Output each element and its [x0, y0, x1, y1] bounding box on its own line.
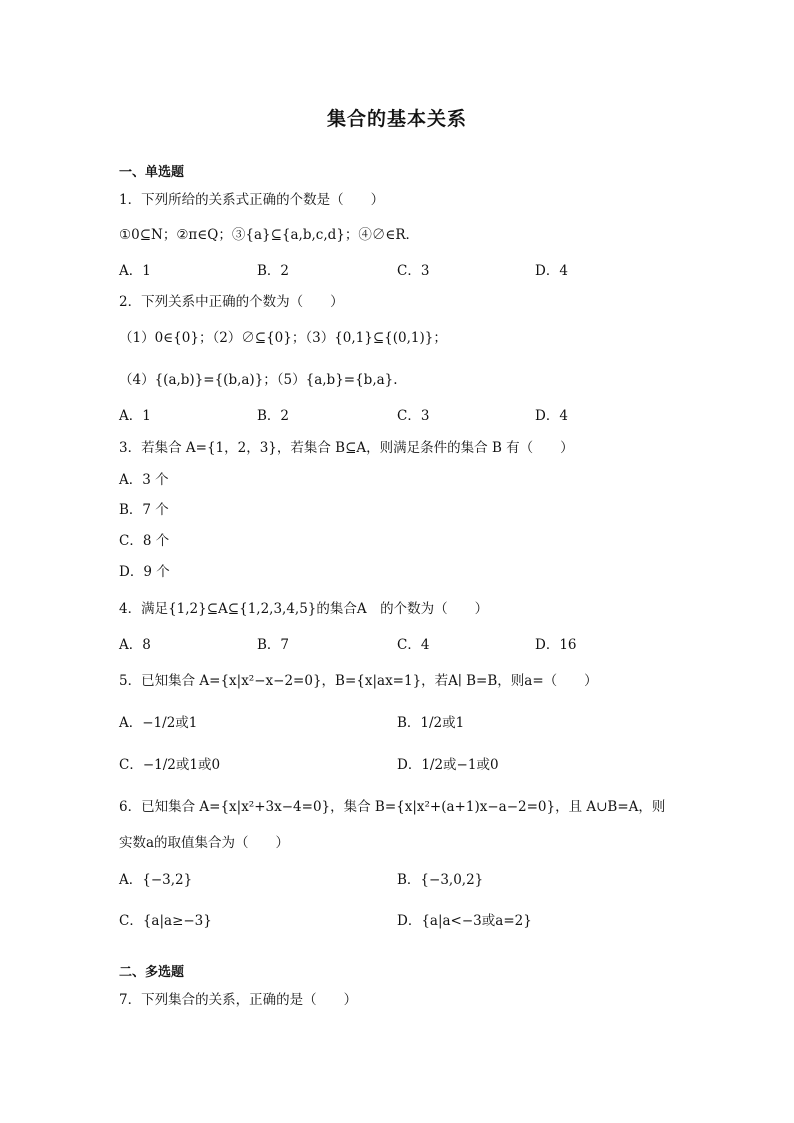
question-5-stem: 5．已知集合 A={x|x²−x−2=0}，B={x|ax=1}，若A∣ B=B，则a=（ ）: [119, 673, 598, 689]
question-3-option-c: C．8 个: [119, 533, 170, 549]
section-heading-single-choice: 一、单选题: [119, 165, 185, 180]
question-5-option-d: D．1/2或−1或0: [397, 757, 499, 773]
question-2-option-b: B．2: [257, 408, 290, 424]
question-5-option-c: C．−1/2或1或0: [119, 757, 221, 773]
question-2-option-a: A．1: [119, 408, 151, 424]
question-4-option-d: D．16: [535, 637, 577, 653]
question-1-stem: 1．下列所给的关系式正确的个数是（ ）: [119, 192, 385, 208]
question-1-option-d: D．4: [535, 263, 568, 279]
question-6-option-b: B．{−3,0,2}: [397, 872, 484, 888]
page-title: 集合的基本关系: [326, 108, 467, 130]
question-3-stem: 3．若集合 A={1，2，3}，若集合 B⊆A，则满足条件的集合 B 有（ ）: [119, 440, 574, 456]
question-6-option-d: D．{a|a<−3或a=2}: [397, 913, 532, 929]
question-1-option-b: B．2: [257, 263, 290, 279]
question-3-option-a: A．3 个: [119, 472, 169, 488]
question-6-stem: 6．已知集合 A={x|x²+3x−4=0}，集合 B={x|x²+(a+1)x−a−2=0}，且 A∪B=A，则: [119, 799, 666, 815]
question-5-option-b: B．1/2或1: [397, 715, 465, 731]
question-3-option-d: D．9 个: [119, 564, 170, 580]
question-1-items: ①0⊆N；②π∈Q；③{a}⊆{a,b,c,d}；④∅∈R．: [119, 227, 419, 243]
question-2-items-line-2: （4）{(a,b)}={(b,a)}；（5）{a,b}={b,a}.: [119, 372, 398, 388]
question-6-stem-continued: 实数a的取值集合为（ ）: [119, 835, 290, 851]
section-heading-multiple-choice: 二、多选题: [119, 965, 185, 980]
question-3-option-b: B．7 个: [119, 502, 169, 518]
question-4-option-c: C．4: [397, 637, 430, 653]
question-5-option-a: A．−1/2或1: [119, 715, 198, 731]
question-6-option-c: C．{a|a≥−3}: [119, 913, 212, 929]
question-2-stem: 2．下列关系中正确的个数为（ ）: [119, 294, 344, 310]
question-1-option-a: A．1: [119, 263, 151, 279]
question-1-option-c: C．3: [397, 263, 430, 279]
question-4-option-a: A．8: [119, 637, 151, 653]
question-2-option-c: C．3: [397, 408, 430, 424]
question-4-option-b: B．7: [257, 637, 290, 653]
question-4-stem: 4．满足{1,2}⊆A⊆{1,2,3,4,5}的集合A 的个数为（ ）: [119, 601, 489, 617]
question-2-option-d: D．4: [535, 408, 568, 424]
question-2-items-line-1: （1）0∈{0}；（2）∅⊆{0}；（3）{0,1}⊆{(0,1)}；: [119, 330, 447, 346]
question-7-stem: 7．下列集合的关系，正确的是（ ）: [119, 992, 358, 1008]
question-6-option-a: A．{−3,2}: [119, 872, 193, 888]
